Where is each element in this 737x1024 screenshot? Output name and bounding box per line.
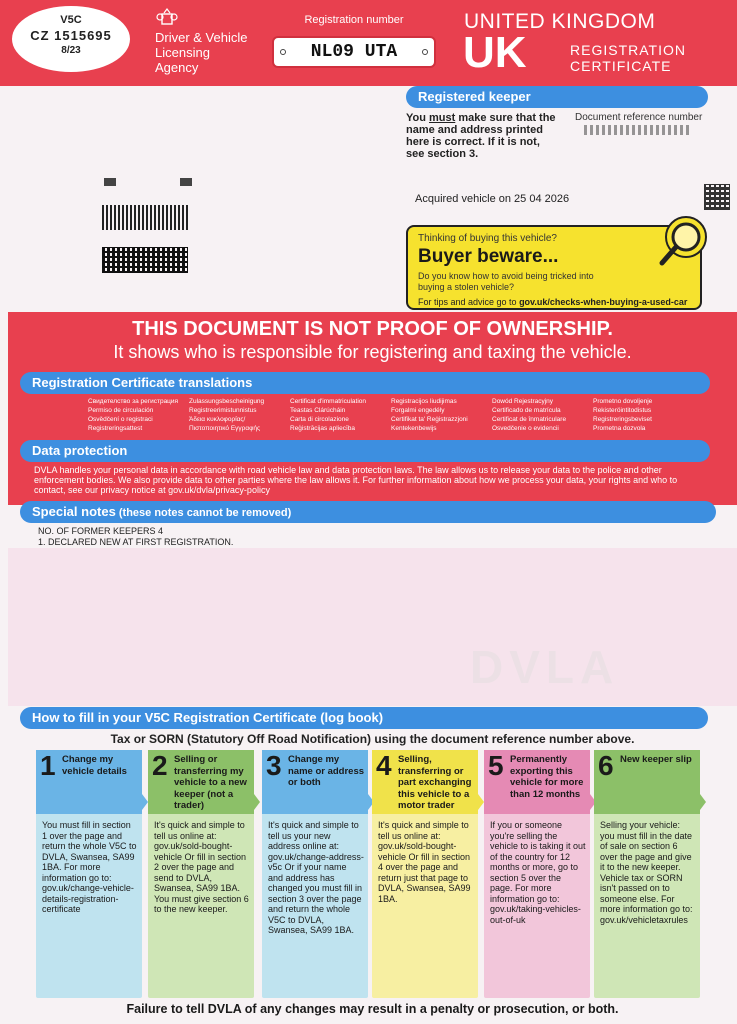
translation-item: Forgalmi engedély xyxy=(391,407,445,414)
step-title: New keeper slip xyxy=(620,754,692,765)
translation-item: Registreringsattest xyxy=(88,425,143,432)
translation-item: Πιστοποιητικό Εγγραφής xyxy=(189,425,261,432)
keeper-note-rest: make sure that the name and address printed here is correct. If it is not, see section 3. xyxy=(406,112,556,160)
translations-pill: Registration Certificate translations xyxy=(20,372,710,394)
issuer-line-2: Licensing xyxy=(155,45,210,60)
translation-item: Rekisteröintitodistus xyxy=(593,407,652,414)
translation-item: Certificat d'immatriculation xyxy=(290,398,367,405)
form-code: V5C xyxy=(60,14,82,26)
step-title: Change my vehicle details xyxy=(62,754,127,777)
translation-item: Registracijos liudijimas xyxy=(391,398,457,405)
step-card-1 xyxy=(36,750,142,998)
how-to-pill: How to fill in your V5C Registration Certificate (log book) xyxy=(20,707,708,729)
redacted-mark xyxy=(180,178,192,186)
registered-keeper-pill: Registered keeper xyxy=(406,86,708,108)
document-title xyxy=(570,42,730,74)
keeper-note-prefix: You xyxy=(406,112,430,124)
qr-code xyxy=(704,184,730,210)
number-plate xyxy=(272,36,436,68)
translation-item: Свидетелство за регистрация xyxy=(88,398,179,405)
step-card-3 xyxy=(262,750,368,998)
buyer-tips xyxy=(418,297,690,307)
step-body: Selling your vehicle: you must fill in the date of sale on section 6 over the page and give it to the new keeper. Vehicle tax or SORN isn't passed on to someone else. For more information go to: gov.uk/vehicletaxrules xyxy=(600,820,693,925)
magnifier-icon xyxy=(654,213,714,273)
document-title-line-1: REGISTRATION xyxy=(570,42,686,58)
declared-new-note: 1. DECLARED NEW AT FIRST REGISTRATION. xyxy=(38,537,234,547)
special-notes-title: Special notes xyxy=(32,504,116,519)
issuer-line-1: Driver & Vehicle xyxy=(155,30,248,45)
step-number: 5 xyxy=(488,750,504,781)
step-card-6 xyxy=(594,750,700,998)
translation-item: Certificat de înmatriculare xyxy=(492,416,567,423)
step-title: Permanently exporting this vehicle for more than 12 months xyxy=(510,754,584,800)
document-reference-label: Document reference number xyxy=(575,112,703,123)
document-title-line-2: CERTIFICATE xyxy=(570,58,672,74)
step-header xyxy=(36,750,142,814)
translation-item: Osvedčenie o evidencii xyxy=(492,425,559,432)
keeper-note-must: must xyxy=(429,112,456,124)
step-card-4 xyxy=(372,750,478,998)
translation-item: Certificado de matrícula xyxy=(492,407,561,414)
step-body: It's quick and simple to tell us your new address online at: gov.uk/change-address-v5c Or if your name and address has changed you must fill in section 3 over the page and return the whole V5C to DVLA, Swansea, SA99 1BA. xyxy=(268,820,364,935)
step-title: Selling, transferring or part exchanging this vehicle to a motor trader xyxy=(398,754,472,811)
barcode xyxy=(102,247,188,273)
translation-item: Zulassungsbescheinigung xyxy=(189,398,265,405)
plate-screw-icon xyxy=(422,49,428,55)
registration-number: NL09 UTA xyxy=(310,42,398,62)
serial-number: CZ 1515695 xyxy=(30,28,112,43)
step-body: It's quick and simple to tell us online at: gov.uk/sold-bought-vehicle Or fill in section 4 over the page and return just that page to DVLA, Swansea, SA99 1BA. xyxy=(378,820,471,904)
translation-item: Kentekenbewijs xyxy=(391,425,437,432)
step-header xyxy=(484,750,590,814)
penalty-footer: Failure to tell DVLA of any changes may result in a penalty or prosecution, or both. xyxy=(126,1002,619,1016)
country-short: UK xyxy=(463,28,527,77)
not-proof-headline: THIS DOCUMENT IS NOT PROOF OF OWNERSHIP. xyxy=(132,318,613,340)
translation-item: Registreerimistunnistus xyxy=(189,407,257,414)
translations-grid xyxy=(88,398,688,433)
issuer-line-3: Agency xyxy=(155,60,199,75)
step-number: 3 xyxy=(266,750,282,781)
responsibility-subline: It shows who is responsible for registering and taxing the vehicle. xyxy=(113,342,632,362)
step-number: 6 xyxy=(598,750,614,781)
translation-item: Prometno dovoljenje xyxy=(593,398,653,405)
registration-label: Registration number xyxy=(304,14,404,26)
special-notes-pill xyxy=(20,501,716,523)
buyer-tips-prefix: For tips and advice go to xyxy=(418,297,520,307)
step-body: If you or someone you're selling the vehicle to is taking it out of the country for 12 months or more, go to section 5 over the page. For more information go to: gov.uk/taking-vehicles-out-of-uk xyxy=(490,820,586,925)
step-number: 4 xyxy=(376,750,392,781)
step-header xyxy=(148,750,254,814)
step-title: Selling or transferring my vehicle to a new keeper (not a trader) xyxy=(174,754,247,811)
translation-item: Άδεια κυκλοφορίας/ xyxy=(189,416,246,423)
form-version: 8/23 xyxy=(61,45,81,56)
translation-item: Reģistrācijas apliecība xyxy=(290,425,356,432)
translation-item: Permiso de circulación xyxy=(88,407,154,414)
former-keepers-note: NO. OF FORMER KEEPERS 4 xyxy=(38,526,164,536)
translation-item: Teastas Clárúcháin xyxy=(290,407,346,414)
redacted-mark xyxy=(104,178,116,186)
step-notch xyxy=(700,794,706,810)
step-notch xyxy=(254,794,260,810)
translation-item: Carta di circolazione xyxy=(290,416,349,423)
step-header xyxy=(372,750,478,814)
step-body: It's quick and simple to tell us online at: gov.uk/sold-bought-vehicle Or fill in section 2 over the page and send to DVLA, Swansea, SA99 1BA. You must give section 6 to the new keeper. xyxy=(154,820,249,914)
buyer-tips-link[interactable]: gov.uk/checks-when-buying-a-used-car xyxy=(519,297,688,307)
special-notes-suffix: (these notes cannot be removed) xyxy=(115,507,292,519)
step-body: You must fill in section 1 over the page and return the whole V5C to DVLA, Swansea, SA99 1BA. For more information go to: gov.uk/change-vehicle-details-registration-certificate xyxy=(42,820,137,914)
buyer-headline: Buyer beware... xyxy=(418,246,559,267)
keeper-note xyxy=(406,112,556,160)
acquired-date: Acquired vehicle on 25 04 2026 xyxy=(415,193,570,205)
translation-item: Prometna dozvola xyxy=(593,425,646,432)
buyer-body: Do you know how to avoid being tricked into buying a stolen vehicle? xyxy=(418,271,594,292)
translation-item: Osvědčení o registraci xyxy=(88,416,153,423)
redacted-address-block xyxy=(102,205,188,230)
buyer-question: Thinking of buying this vehicle? xyxy=(418,233,557,244)
step-number: 1 xyxy=(40,750,56,781)
step-card-5 xyxy=(484,750,590,998)
translation-item: Certifikat ta' Reġistrazzjoni xyxy=(391,416,468,423)
step-number: 2 xyxy=(152,750,168,781)
translation-item: Dowód Rejestracyjny xyxy=(492,398,554,405)
data-protection-text: DVLA handles your personal data in accordance with road vehicle law and data protection laws. The law allows us to release your data to the police and other enforcement bodies. We also provide data to other parties where the law allows it. For further information about how we process your data, your rights and who to contact, see our privacy notice at gov.uk/dvla/privacy-policy xyxy=(34,465,678,495)
step-card-2 xyxy=(148,750,254,998)
country-name: UNITED KINGDOM xyxy=(464,10,656,33)
dvla-watermark: DVLA xyxy=(470,641,620,693)
form-id-oval xyxy=(12,6,130,72)
royal-crest-icon xyxy=(156,8,178,28)
data-protection-pill: Data protection xyxy=(20,440,710,462)
translation-item: Registreringsbeviset xyxy=(593,416,652,423)
redacted-document-reference xyxy=(584,125,689,135)
issuer-name xyxy=(155,30,265,75)
step-header xyxy=(262,750,368,814)
tax-sorn-line: Tax or SORN (Statutory Off Road Notification) using the document reference number above. xyxy=(110,732,635,746)
step-header xyxy=(594,750,700,814)
step-title: Change my name or address or both xyxy=(288,754,365,788)
